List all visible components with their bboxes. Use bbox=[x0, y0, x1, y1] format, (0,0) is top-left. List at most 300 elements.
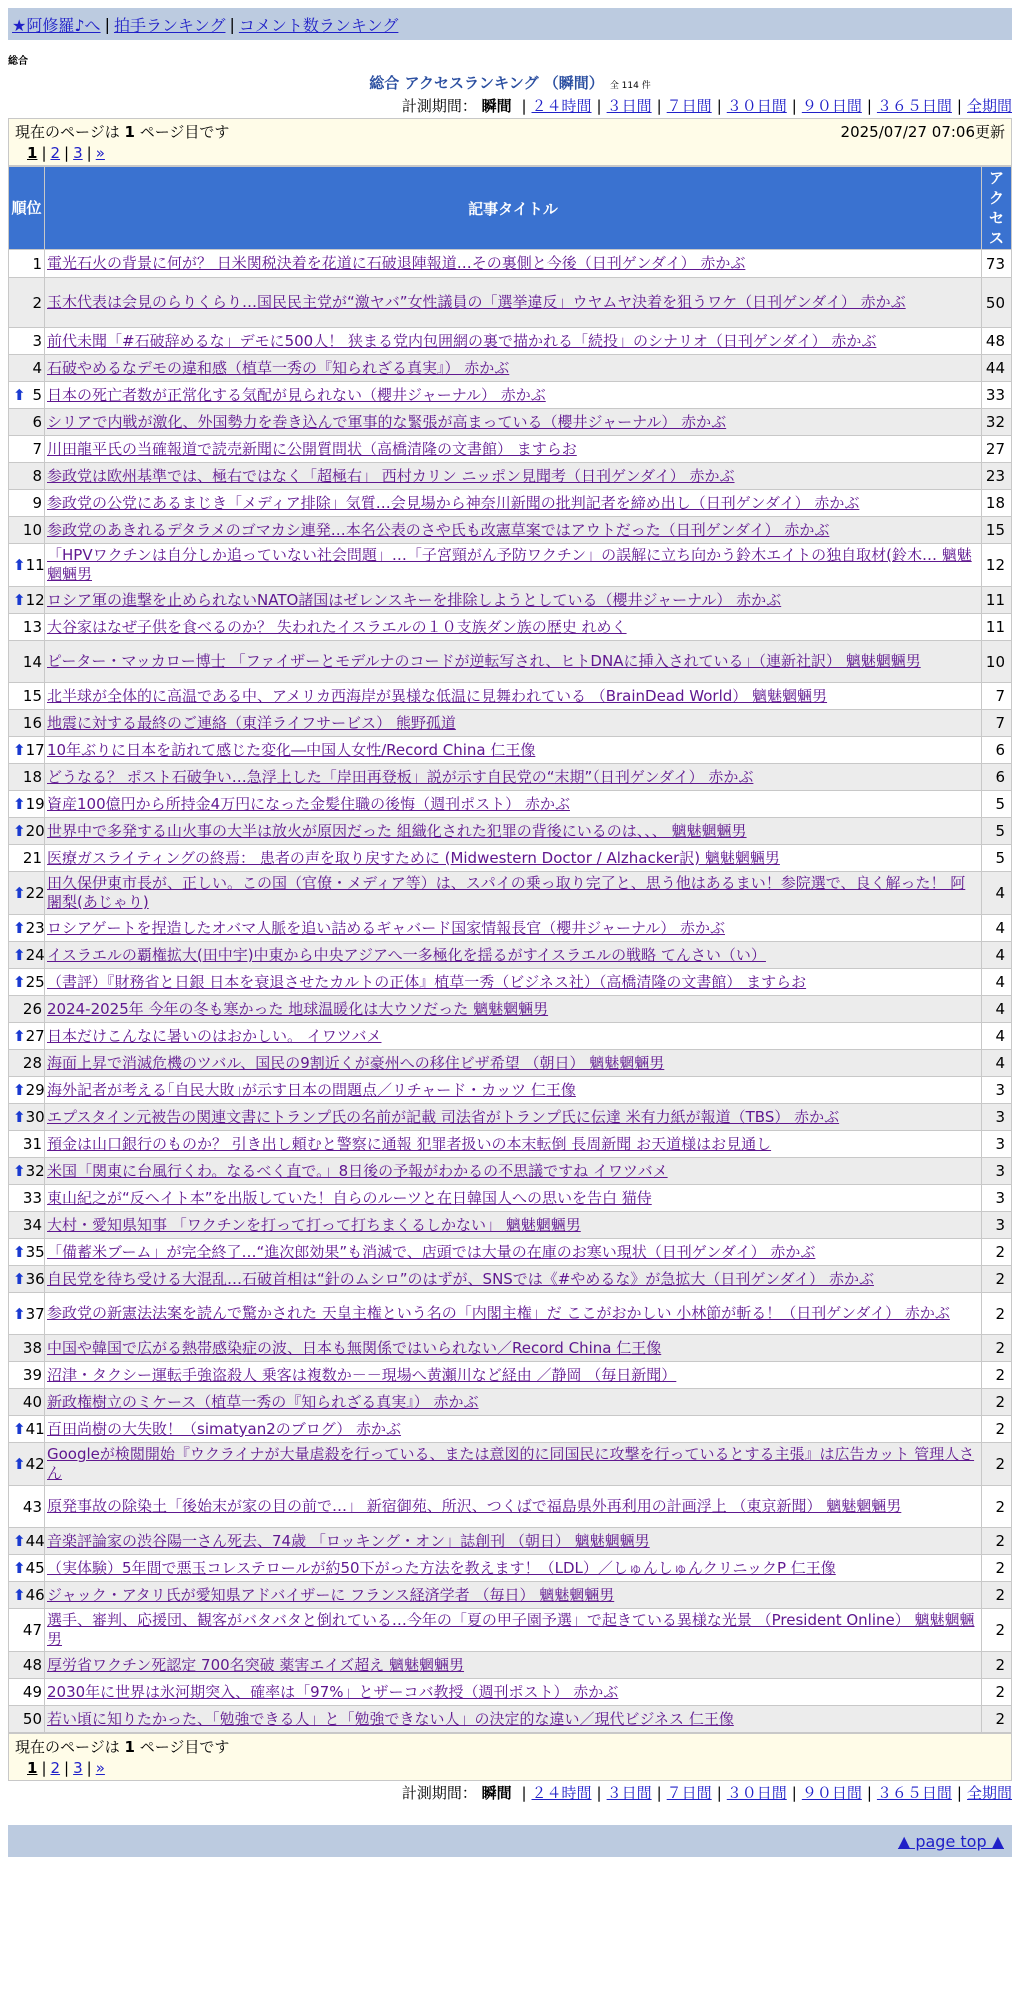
title-cell bbox=[45, 614, 982, 641]
ranking-row bbox=[9, 409, 1012, 436]
access-count: 44 bbox=[982, 355, 1012, 382]
article-link[interactable]: どうなる？ ポスト石破争い…急浮上した「岸田再登板」説が示す自民党の“末期”（日刊ゲンダイ） 赤かぶ bbox=[47, 767, 754, 786]
article-link[interactable]: 厚労省ワクチン死認定 700名突破 薬害エイズ超え 魑魅魍魎男 bbox=[47, 1655, 465, 1674]
period-separator: | bbox=[956, 97, 962, 115]
article-link[interactable]: 米国「関東に台風行くわ。なるべく直で。」8日後の予報がわかるの不思議ですね イワツバメ bbox=[47, 1161, 668, 1180]
access-count: 2 bbox=[982, 1528, 1012, 1555]
rank-cell bbox=[9, 737, 45, 764]
article-link[interactable]: 東山紀之が“反ヘイト本”を出版していた！自らのルーツと在日韓国人への思いを告白 猫侍 bbox=[47, 1188, 652, 1207]
period-separator: | bbox=[596, 97, 602, 115]
ranking-row bbox=[9, 1239, 1012, 1266]
period-link-3[interactable]: ３０日間 bbox=[726, 97, 787, 115]
article-link[interactable]: 中国や韓国で広がる熱帯感染症の波、日本も無関係ではいられない／Record China 仁王像 bbox=[47, 1338, 662, 1357]
rank-cell bbox=[9, 436, 45, 463]
article-link[interactable]: （実体験）5年間で悪玉コレステロールが約50下がった方法を教えます！（LDL）／しゅんしゅんクリニックP 仁王像 bbox=[47, 1558, 836, 1577]
article-link[interactable]: 新政権樹立のミケース（植草一秀の『知られざる真実』） 赤かぶ bbox=[47, 1392, 479, 1411]
access-count: 4 bbox=[982, 942, 1012, 969]
access-count: 2 bbox=[982, 1335, 1012, 1362]
access-count: 32 bbox=[982, 409, 1012, 436]
rank-cell bbox=[9, 915, 45, 942]
access-count: 73 bbox=[982, 250, 1012, 278]
rank-up-arrow-icon: ⬆ bbox=[13, 1108, 26, 1126]
period-link-6[interactable]: 全期間 bbox=[966, 97, 1012, 115]
access-count: 33 bbox=[982, 382, 1012, 409]
rank-up-arrow-icon: ⬆ bbox=[13, 973, 26, 991]
updated-time: 2025/07/27 07:06更新 bbox=[840, 123, 1005, 141]
rank-number: 45 bbox=[25, 1559, 45, 1577]
article-link[interactable]: 原発事故の除染土「後始末が家の目の前で…」 新宿御苑、所沢、つくばで福島県外再利用の計画浮上 （東京新聞） 魑魅魍魎男 bbox=[47, 1497, 902, 1515]
period-link-2[interactable]: ７日間 bbox=[666, 1784, 712, 1802]
rank-cell bbox=[9, 1023, 45, 1050]
article-link[interactable]: ピーター・マッカロー博士 「ファイザーとモデルナのコードが逆転写され、ヒトDNAに挿入されている」（連新社訳） 魑魅魍魎男 bbox=[47, 652, 921, 670]
title-cell bbox=[45, 996, 982, 1023]
ranking-row bbox=[9, 544, 1012, 587]
access-count: 6 bbox=[982, 737, 1012, 764]
access-count: 3 bbox=[982, 1212, 1012, 1239]
article-link[interactable]: 海外記者が考える｢自民大敗｣が示す日本の問題点／リチャード・カッツ 仁王像 bbox=[47, 1080, 576, 1099]
access-count: 18 bbox=[982, 490, 1012, 517]
article-link[interactable]: Googleが検閲開始『ウクライナが大量虐殺を行っている、または意図的に同国民に攻撃を行っているとする主張』は広告カット 管理人さん bbox=[47, 1445, 975, 1482]
period-link-5[interactable]: ３６５日間 bbox=[876, 97, 952, 115]
rank-up-arrow-icon: ⬆ bbox=[13, 946, 26, 964]
clap-ranking-link[interactable]: 拍手ランキング bbox=[113, 15, 226, 35]
article-link[interactable]: エプスタイン元被告の関連文書にトランプ氏の名前が記載 司法省がトランプ氏に伝達 米有力紙が報道（TBS） 赤かぶ bbox=[47, 1107, 840, 1126]
rank-cell bbox=[9, 872, 45, 915]
rank-cell bbox=[9, 845, 45, 872]
period-selector-top bbox=[8, 94, 1012, 118]
rank-cell bbox=[9, 1212, 45, 1239]
title-cell bbox=[45, 1389, 982, 1416]
access-count: 5 bbox=[982, 818, 1012, 845]
rank-cell bbox=[9, 614, 45, 641]
ranking-row bbox=[9, 969, 1012, 996]
period-separator: | bbox=[956, 1784, 962, 1802]
rank-number: 27 bbox=[25, 1027, 45, 1045]
access-count: 48 bbox=[982, 328, 1012, 355]
rank-cell bbox=[9, 1185, 45, 1212]
rank-number: 34 bbox=[22, 1216, 42, 1234]
article-link[interactable]: 2024-2025年 今年の冬も寒かった 地球温暖化は大ウソだった 魑魅魍魎男 bbox=[47, 999, 549, 1018]
article-link[interactable]: 預金は山口銀行のものか？ 引き出し頼むと警察に通報 犯罪者扱いの本末転倒 長周新聞 お天道様はお見通し bbox=[47, 1134, 772, 1153]
ranking-row bbox=[9, 1362, 1012, 1389]
article-link[interactable]: 10年ぶりに日本を訪れて感じた変化―中国人女性/Record China 仁王像 bbox=[47, 740, 536, 759]
rank-cell bbox=[9, 641, 45, 683]
nav-separator: | bbox=[229, 14, 235, 34]
article-link[interactable]: 参政党の新憲法法案を読んで驚かされた 天皇主権という名の「内閣主権」だ ここがおかしい 小林節が斬る！（日刊ゲンダイ） 赤かぶ bbox=[47, 1304, 950, 1322]
title-cell bbox=[45, 1443, 982, 1486]
ranking-table bbox=[8, 166, 1012, 1733]
period-link-1[interactable]: ３日間 bbox=[606, 97, 652, 115]
article-link[interactable]: 玉木代表は会見のらりくらり…国民民主党が“激ヤバ”女性議員の「選挙違反」ウヤムヤ決着を狙うワケ（日刊ゲンダイ） 赤かぶ bbox=[47, 293, 906, 311]
rank-number: 50 bbox=[22, 1710, 42, 1728]
article-link[interactable]: 北半球が全体的に高温である中、アメリカ西海岸が異様な低温に見舞われている （BrainDead World） 魑魅魍魎男 bbox=[47, 686, 828, 705]
rank-number: 40 bbox=[22, 1393, 42, 1411]
rank-cell bbox=[9, 544, 45, 587]
rank-number: 32 bbox=[25, 1162, 45, 1180]
next-page-link[interactable]: » bbox=[95, 144, 105, 162]
article-link[interactable]: 石破やめるなデモの違和感（植草一秀の『知られざる真実』） 赤かぶ bbox=[47, 358, 510, 377]
period-links bbox=[516, 97, 1012, 115]
ranking-row bbox=[9, 1335, 1012, 1362]
access-count: 3 bbox=[982, 1158, 1012, 1185]
access-count: 2 bbox=[982, 1239, 1012, 1266]
ranking-row bbox=[9, 1104, 1012, 1131]
article-link[interactable]: 前代未聞「#石破辞めるな」デモに500人！ 狭まる党内包囲網の裏で描かれる「続投」のシナリオ（日刊ゲンダイ） 赤かぶ bbox=[47, 331, 877, 350]
rank-cell bbox=[9, 1362, 45, 1389]
ranking-row bbox=[9, 328, 1012, 355]
title-cell bbox=[45, 278, 982, 328]
rank-header: 順位 bbox=[9, 167, 45, 250]
rank-number: 46 bbox=[25, 1586, 45, 1604]
rank-number: 3 bbox=[32, 332, 42, 350]
page-link-1[interactable]: 1 bbox=[27, 1759, 38, 1777]
ranking-row bbox=[9, 818, 1012, 845]
title-cell bbox=[45, 1486, 982, 1528]
rank-cell bbox=[9, 409, 45, 436]
page-link-2[interactable]: 2 bbox=[50, 144, 61, 162]
rank-cell bbox=[9, 1293, 45, 1335]
rank-up-arrow-icon: ⬆ bbox=[13, 1559, 26, 1577]
article-link[interactable]: 海面上昇で消滅危機のツバル、国民の9割近くが豪州への移住ビザ希望 （朝日） 魑魅魍魎男 bbox=[47, 1053, 665, 1072]
ranking-row bbox=[9, 1023, 1012, 1050]
rank-number: 31 bbox=[22, 1135, 42, 1153]
next-page-link[interactable]: » bbox=[95, 1759, 105, 1777]
rank-number: 6 bbox=[32, 413, 42, 431]
title-cell bbox=[45, 1104, 982, 1131]
article-link[interactable]: 若い頃に知りたかった、「勉強できる人」と「勉強できない人」の決定的な違い／現代ビジネス 仁王像 bbox=[47, 1709, 734, 1728]
rank-number: 48 bbox=[22, 1656, 42, 1674]
period-separator: | bbox=[521, 1784, 527, 1802]
ranking-row bbox=[9, 1185, 1012, 1212]
rank-cell bbox=[9, 1582, 45, 1609]
ranking-row bbox=[9, 355, 1012, 382]
period-current: 瞬間 bbox=[481, 1784, 512, 1802]
rank-up-arrow-icon: ⬆ bbox=[13, 884, 26, 902]
page-separator: | bbox=[86, 144, 92, 162]
rank-cell bbox=[9, 278, 45, 328]
home-link[interactable]: ★阿修羅♪へ bbox=[12, 15, 101, 35]
page-link-3[interactable]: 3 bbox=[73, 144, 83, 162]
rank-number: 15 bbox=[22, 687, 42, 705]
period-current: 瞬間 bbox=[481, 97, 512, 115]
period-link-4[interactable]: ９０日間 bbox=[801, 1784, 862, 1802]
ranking-row bbox=[9, 517, 1012, 544]
title-cell bbox=[45, 791, 982, 818]
title-cell bbox=[45, 1335, 982, 1362]
article-link[interactable]: 自民党を待ち受ける大混乱…石破首相は“針のムシロ”のはずが、SNSでは《#やめるな》が急拡大（日刊ゲンダイ） 赤かぶ bbox=[47, 1269, 874, 1288]
ranking-row bbox=[9, 872, 1012, 915]
period-separator: | bbox=[866, 1784, 872, 1802]
period-link-6[interactable]: 全期間 bbox=[966, 1784, 1012, 1802]
article-link[interactable]: 参政党の公党にあるまじき「メディア排除」気質…会見場から神奈川新聞の批判記者を締め出し（日刊ゲンダイ） 赤かぶ bbox=[47, 493, 860, 512]
page-separator: | bbox=[41, 144, 47, 162]
rank-number: 44 bbox=[25, 1532, 45, 1550]
ranking-row bbox=[9, 1293, 1012, 1335]
title-cell bbox=[45, 1266, 982, 1293]
rank-cell bbox=[9, 1077, 45, 1104]
rank-number: 35 bbox=[25, 1243, 45, 1261]
rank-number: 14 bbox=[22, 652, 42, 671]
rank-number: 25 bbox=[25, 973, 45, 991]
article-link[interactable]: 川田龍平氏の当確報道で読売新聞に公開質問状（高橋清隆の文書館） ますらお bbox=[47, 439, 577, 458]
rank-up-arrow-icon: ⬆ bbox=[13, 1027, 26, 1045]
title-cell bbox=[45, 1555, 982, 1582]
access-count: 2 bbox=[982, 1582, 1012, 1609]
access-count: 7 bbox=[982, 710, 1012, 737]
access-count: 2 bbox=[982, 1609, 1012, 1652]
article-link[interactable]: 医療ガスライティングの終焉： 患者の声を取り戻すために (Midwestern Doctor / Alzhacker訳) 魑魅魍魎男 bbox=[47, 848, 780, 867]
title-cell bbox=[45, 1293, 982, 1335]
title-header: 記事タイトル bbox=[45, 167, 982, 250]
title-cell bbox=[45, 587, 982, 614]
period-separator: | bbox=[656, 1784, 662, 1802]
rank-up-arrow-icon: ⬆ bbox=[13, 1162, 26, 1180]
rank-cell bbox=[9, 463, 45, 490]
title-cell bbox=[45, 764, 982, 791]
title-cell bbox=[45, 436, 982, 463]
article-link[interactable]: 日本の死亡者数が正常化する気配が見られない（櫻井ジャーナル） 赤かぶ bbox=[47, 385, 546, 404]
title-cell bbox=[45, 915, 982, 942]
rank-number: 22 bbox=[25, 884, 45, 902]
rank-number: 28 bbox=[22, 1054, 42, 1072]
article-link[interactable]: 参政党は欧州基準では、極右ではなく「超極右」 西村カリン ニッポン見聞考（日刊ゲンダイ） 赤かぶ bbox=[47, 466, 735, 485]
rank-number: 13 bbox=[22, 618, 42, 636]
rank-cell bbox=[9, 490, 45, 517]
rank-cell bbox=[9, 517, 45, 544]
rank-up-arrow-icon: ⬆ bbox=[13, 1304, 26, 1323]
article-link[interactable]: ロシア軍の進撃を止められないNATO諸国はゼレンスキーを排除しようとしている（櫻井ジャーナル） 赤かぶ bbox=[47, 590, 782, 609]
access-count: 11 bbox=[982, 587, 1012, 614]
title-cell bbox=[45, 544, 982, 587]
access-count: 2 bbox=[982, 1443, 1012, 1486]
article-link[interactable]: 田久保伊東市長が、正しい。この国（官僚・メディア等）は、スパイの乗っ取り完了と、思う他はあるまい！参院選で、良く解った！ 阿闍梨(あじゃり) bbox=[47, 874, 966, 911]
period-separator: | bbox=[791, 1784, 797, 1802]
access-count: 2 bbox=[982, 1652, 1012, 1679]
rank-cell bbox=[9, 1335, 45, 1362]
rank-cell bbox=[9, 1486, 45, 1528]
title-cell bbox=[45, 1528, 982, 1555]
ranking-row bbox=[9, 1389, 1012, 1416]
rank-cell bbox=[9, 328, 45, 355]
access-count: 3 bbox=[982, 1185, 1012, 1212]
period-link-2[interactable]: ７日間 bbox=[666, 97, 712, 115]
ranking-row bbox=[9, 463, 1012, 490]
current-page-text: 現在のページは 1 ページ目です bbox=[15, 1738, 230, 1756]
title-cell bbox=[45, 969, 982, 996]
period-link-4[interactable]: ９０日間 bbox=[801, 97, 862, 115]
title-cell bbox=[45, 641, 982, 683]
article-link[interactable]: 日本だけこんなに暑いのはおかしい。 イワツバメ bbox=[47, 1026, 382, 1045]
ranking-row bbox=[9, 1528, 1012, 1555]
article-link[interactable]: 百田尚樹の大失敗！（simatyan2のブログ） 赤かぶ bbox=[47, 1419, 402, 1438]
rank-up-arrow-icon: ⬆ bbox=[13, 1081, 26, 1099]
title-cell bbox=[45, 382, 982, 409]
rank-number: 5 bbox=[32, 386, 42, 404]
rank-up-arrow-icon: ⬆ bbox=[13, 386, 26, 404]
rank-cell bbox=[9, 250, 45, 278]
ranking-row bbox=[9, 1131, 1012, 1158]
ranking-row bbox=[9, 490, 1012, 517]
ranking-row bbox=[9, 683, 1012, 710]
rank-number: 36 bbox=[25, 1270, 45, 1288]
ranking-row bbox=[9, 1609, 1012, 1652]
ranking-row bbox=[9, 614, 1012, 641]
article-link[interactable]: ジャック・アタリ氏が愛知県アドバイザーに フランス経済学者 （毎日） 魑魅魍魎男 bbox=[47, 1585, 615, 1604]
rank-up-arrow-icon: ⬆ bbox=[13, 1243, 26, 1261]
page-links bbox=[15, 1758, 1005, 1778]
rank-number: 17 bbox=[25, 741, 45, 759]
ranking-row bbox=[9, 1706, 1012, 1733]
rank-up-arrow-icon: ⬆ bbox=[13, 741, 26, 759]
access-count: 4 bbox=[982, 969, 1012, 996]
access-count: 3 bbox=[982, 1131, 1012, 1158]
period-link-0[interactable]: ２４時間 bbox=[531, 97, 592, 115]
ranking-row bbox=[9, 641, 1012, 683]
ranking-row bbox=[9, 436, 1012, 463]
nav-separator: | bbox=[104, 14, 110, 34]
rank-up-arrow-icon: ⬆ bbox=[13, 1455, 26, 1473]
title-cell bbox=[45, 1158, 982, 1185]
access-count: 2 bbox=[982, 1293, 1012, 1335]
period-link-0[interactable]: ２４時間 bbox=[531, 1784, 592, 1802]
rank-number: 30 bbox=[25, 1108, 45, 1126]
ranking-row bbox=[9, 1212, 1012, 1239]
access-count: 10 bbox=[982, 641, 1012, 683]
bottom-bar bbox=[8, 1825, 1012, 1857]
article-link[interactable]: ロシアゲートを捏造したオバマ人脈を追い詰めるギャバード国家情報長官（櫻井ジャーナル） 赤かぶ bbox=[47, 918, 725, 937]
rank-cell bbox=[9, 1555, 45, 1582]
period-link-5[interactable]: ３６５日間 bbox=[876, 1784, 952, 1802]
pager-top bbox=[8, 118, 1012, 166]
article-link[interactable]: シリアで内戦が激化、外国勢力を巻き込んで軍事的な緊張が高まっている（櫻井ジャーナル） 赤かぶ bbox=[47, 412, 727, 431]
rank-number: 1 bbox=[32, 254, 42, 273]
article-link[interactable]: 「HPVワクチンは自分しか追っていない社会問題」…「子宮頸がん予防ワクチン」の誤解に立ち向かう鈴木エイトの独自取材(鈴木… 魑魅魍魎男 bbox=[47, 546, 972, 583]
article-link[interactable]: 大谷家はなぜ子供を食べるのか？ 失われたイスラエルの１０支族ダン族の歴史 れめく bbox=[47, 617, 627, 636]
title-cell bbox=[45, 1050, 982, 1077]
article-link[interactable]: 「備蓄米ブーム」が完全終了…“進次郎効果”も消滅で、店頭では大量の在庫のお寒い現状（日刊ゲンダイ） 赤かぶ bbox=[47, 1242, 816, 1261]
total-count: 全 114 件 bbox=[609, 81, 651, 91]
page-link-2[interactable]: 2 bbox=[50, 1759, 61, 1777]
article-link[interactable]: 音楽評論家の渋谷陽一さん死去、74歳 「ロッキング・オン」誌創刊 （朝日） 魑魅魍魎男 bbox=[47, 1531, 650, 1550]
rank-up-arrow-icon: ⬆ bbox=[13, 919, 26, 937]
title-cell bbox=[45, 1582, 982, 1609]
ranking-row bbox=[9, 1158, 1012, 1185]
rank-number: 39 bbox=[22, 1366, 42, 1384]
rank-cell bbox=[9, 1609, 45, 1652]
rank-number: 18 bbox=[22, 768, 42, 786]
rank-number: 12 bbox=[25, 591, 45, 609]
rank-number: 47 bbox=[22, 1621, 42, 1639]
title-cell bbox=[45, 1679, 982, 1706]
title-cell bbox=[45, 818, 982, 845]
title-cell bbox=[45, 1362, 982, 1389]
period-label: 計測期間： bbox=[401, 97, 477, 115]
rank-number: 20 bbox=[25, 822, 45, 840]
page-separator: | bbox=[64, 1759, 70, 1777]
article-link[interactable]: 世界中で多発する山火事の大半は放火が原因だった 組織化された犯罪の背後にいるのは、、、 魑魅魍魎男 bbox=[47, 821, 747, 840]
rank-up-arrow-icon: ⬆ bbox=[13, 1420, 26, 1438]
ranking-row bbox=[9, 278, 1012, 328]
period-links bbox=[516, 1784, 1012, 1802]
rank-number: 49 bbox=[22, 1683, 42, 1701]
rank-cell bbox=[9, 969, 45, 996]
rank-number: 9 bbox=[32, 494, 42, 512]
ranking-row bbox=[9, 1050, 1012, 1077]
article-link[interactable]: 参政党のあきれるデタラメのゴマカシ連発…本名公表のさや氏も改憲草案ではアウトだった（日刊ゲンダイ） 赤かぶ bbox=[47, 520, 830, 539]
ranking-row bbox=[9, 587, 1012, 614]
title-cell bbox=[45, 1239, 982, 1266]
rank-number: 7 bbox=[32, 440, 42, 458]
ranking-row bbox=[9, 915, 1012, 942]
rank-cell bbox=[9, 710, 45, 737]
rank-number: 2 bbox=[32, 293, 42, 312]
title-cell bbox=[45, 710, 982, 737]
article-link[interactable]: 選手、審判、応援団、観客がバタバタと倒れている…今年の「夏の甲子園予選」で起きている異様な光景 （President Online） 魑魅魍魎男 bbox=[47, 1611, 975, 1648]
access-count: 2 bbox=[982, 1389, 1012, 1416]
article-link[interactable]: 大村・愛知県知事 「ワクチンを打って打って打ちまくるしかない」 魑魅魍魎男 bbox=[47, 1215, 581, 1234]
title-cell bbox=[45, 683, 982, 710]
ranking-row bbox=[9, 1443, 1012, 1486]
rank-number: 4 bbox=[32, 359, 42, 377]
period-separator: | bbox=[521, 97, 527, 115]
access-count: 23 bbox=[982, 463, 1012, 490]
rank-cell bbox=[9, 382, 45, 409]
top-nav-bar bbox=[8, 8, 1012, 40]
ranking-row bbox=[9, 382, 1012, 409]
page-top-link[interactable]: ▲ page top ▲ bbox=[897, 1831, 1004, 1851]
rank-number: 38 bbox=[22, 1339, 42, 1357]
article-link[interactable]: 地震に対する最終のご連絡（東洋ライフサービス） 熊野孤道 bbox=[47, 713, 456, 732]
rank-cell bbox=[9, 1239, 45, 1266]
title-cell bbox=[45, 845, 982, 872]
rank-cell bbox=[9, 942, 45, 969]
article-link[interactable]: イスラエルの覇権拡大(田中宇)中東から中央アジアへ一多極化を揺るがすイスラエルの戦略 てんさい（い） bbox=[47, 945, 766, 964]
rank-number: 19 bbox=[25, 795, 45, 813]
rank-number: 24 bbox=[25, 946, 45, 964]
ranking-row bbox=[9, 764, 1012, 791]
title-cell bbox=[45, 1609, 982, 1652]
article-link[interactable]: 2030年に世界は氷河期突入、確率は「97%」とザーコバ教授（週刊ポスト） 赤かぶ bbox=[47, 1682, 619, 1701]
rank-number: 23 bbox=[25, 919, 45, 937]
comment-ranking-link[interactable]: コメント数ランキング bbox=[238, 15, 399, 35]
ranking-row bbox=[9, 1486, 1012, 1528]
period-link-3[interactable]: ３０日間 bbox=[726, 1784, 787, 1802]
title-cell bbox=[45, 517, 982, 544]
access-count: 4 bbox=[982, 1023, 1012, 1050]
article-link[interactable]: 資産100億円から所持金4万円になった金髪住職の後悔（週刊ポスト） 赤かぶ bbox=[47, 794, 570, 813]
title-cell bbox=[45, 942, 982, 969]
access-count: 50 bbox=[982, 278, 1012, 328]
page-separator: | bbox=[64, 144, 70, 162]
access-count: 2 bbox=[982, 1555, 1012, 1582]
article-link[interactable]: （書評）『財務省と日銀 日本を衰退させたカルトの正体』植草一秀（ビジネス社）（高橋清隆の文書館） ますらお bbox=[47, 972, 807, 991]
page-link-1[interactable]: 1 bbox=[27, 144, 38, 162]
page-link-3[interactable]: 3 bbox=[73, 1759, 83, 1777]
rank-cell bbox=[9, 1266, 45, 1293]
rank-up-arrow-icon: ⬆ bbox=[13, 795, 26, 813]
article-link[interactable]: 沼津・タクシー運転手強盗殺人 乗客は複数か－－現場へ黄瀬川など経由 ／静岡 （毎日新聞） bbox=[47, 1365, 677, 1384]
rank-up-arrow-icon: ⬆ bbox=[13, 1532, 26, 1550]
period-separator: | bbox=[656, 97, 662, 115]
title-cell bbox=[45, 355, 982, 382]
access-count: 3 bbox=[982, 1104, 1012, 1131]
period-selector-bottom bbox=[8, 1781, 1012, 1805]
rank-cell bbox=[9, 355, 45, 382]
rank-cell bbox=[9, 1652, 45, 1679]
period-link-1[interactable]: ３日間 bbox=[606, 1784, 652, 1802]
access-count: 7 bbox=[982, 683, 1012, 710]
article-link[interactable]: 電光石火の背景に何が？ 日米関税決着を花道に石破退陣報道…その裏側と今後（日刊ゲンダイ） 赤かぶ bbox=[47, 254, 746, 272]
